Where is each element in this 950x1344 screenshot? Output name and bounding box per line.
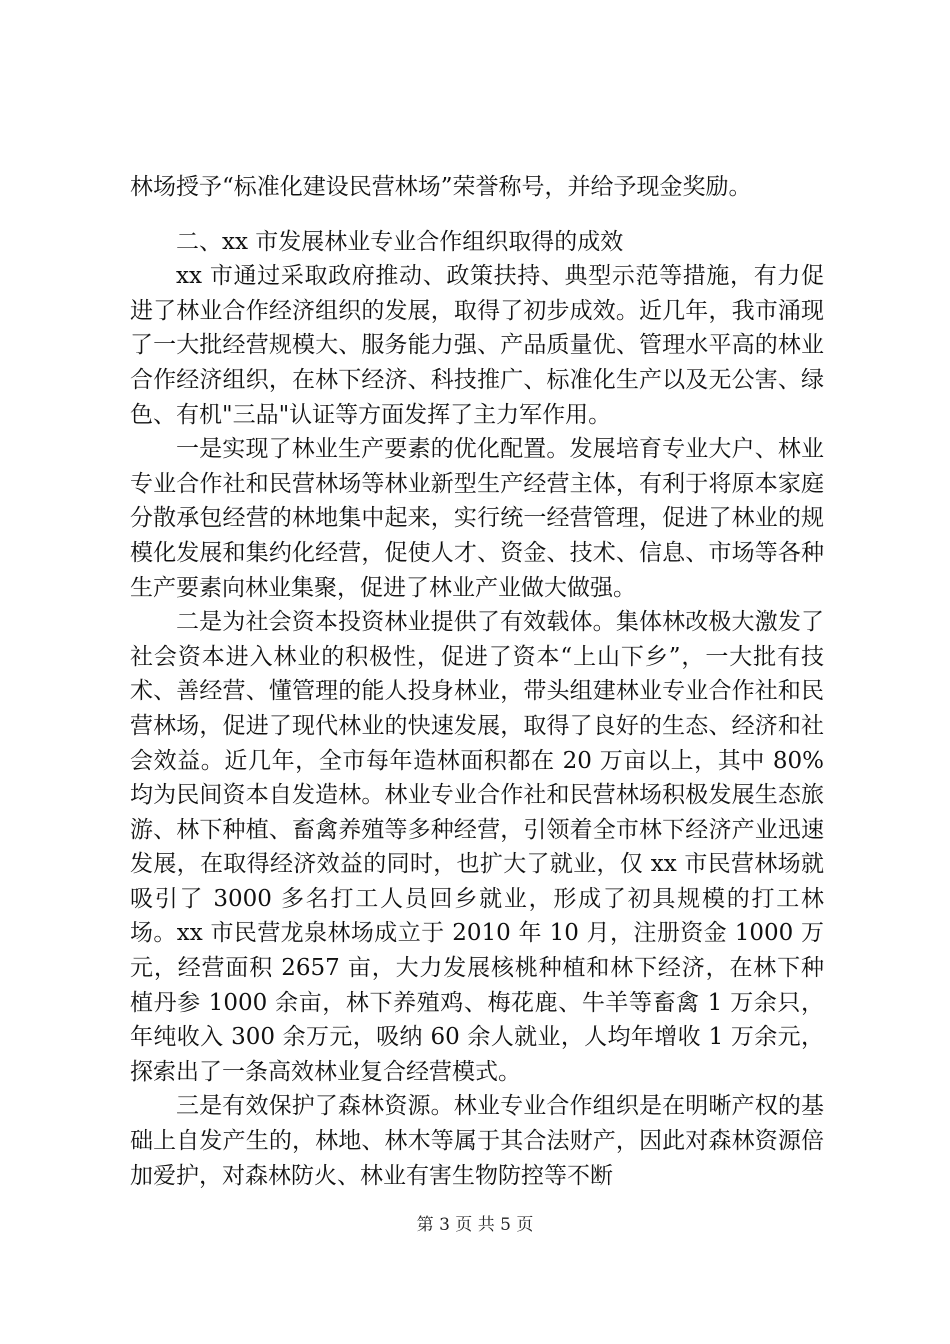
paragraph-point-two: 二是为社会资本投资林业提供了有效载体。集体林改极大激发了社会资本进入林业的积极性，促进了资本“上山下乡”，一大批有技术、善经营、懂管理的能人投身林业，带头组建林业专业合作社和民营林场，促进了现代林业的快速发展，取得了良好的生态、经济和社会效益。近几年，全市每年造林面积都在 20 万亩以上，其中 80%均为民间资本自发造林。林业专业合作社和民营林场积极发展生态旅游、林下种植、畜禽养殖等多种经营，引领着全市林下经济产业迅速发展，在取得经济效益的同时，也扩大了就业，仅 xx 市民营林场就吸引了 3000 多名打工人员回乡就业，形成了初具规模的打工林场。xx 市民营龙泉林场成立于 2010 年 10 月，注册资金 1000 万元，经营面积 2657 亩，大力发展核桃种植和林下经济，在林下种植丹参 1000 余亩，林下养殖鸡、梅花鹿、牛羊等畜禽 1 万余只，年纯收入 300 余万元，吸纳 60 余人就业，人均年增收 1 万余元，探索出了一条高效林业复合经营模式。 <box>130 609 824 1085</box>
page-footer: 第 3 页 共 5 页 <box>416 1215 534 1235</box>
paragraph-point-three: 三是有效保护了森林资源。林业专业合作组织是在明晰产权的基础上自发产生的，林地、林木等属于其合法财产，因此对森林资源倍加爱护，对森林防火、林业有害生物防控等不断 <box>130 1093 824 1189</box>
section-heading: 二、xx 市发展林业专业合作组织取得的成效 <box>176 228 624 255</box>
paragraph-intro: xx 市通过采取政府推动、政策扶持、典型示范等措施，有力促进了林业合作经济组织的发展，取得了初步成效。近几年，我市涌现了一大批经营规模大、服务能力强、产品质量优、管理水平高的林业合作经济组织，在林下经济、科技推广、标准化生产以及无公害、绿色、有机"三品"认证等方面发挥了主力军作用。 <box>130 263 824 428</box>
paragraph-continuation: 林场授予“标准化建设民营林场”荣誉称号，并给予现金奖励。 <box>130 174 752 200</box>
paragraph-point-one: 一是实现了林业生产要素的优化配置。发展培育专业大户、林业专业合作社和民营林场等林业新型生产经营主体，有利于将原本家庭分散承包经营的林地集中起来，实行统一经营管理，促进了林业的规模化发展和集约化经营，促使人才、资金、技术、信息、市场等各种生产要素向林业集聚，促进了林业产业做大做强。 <box>130 436 824 601</box>
document-body <box>130 170 824 1193</box>
